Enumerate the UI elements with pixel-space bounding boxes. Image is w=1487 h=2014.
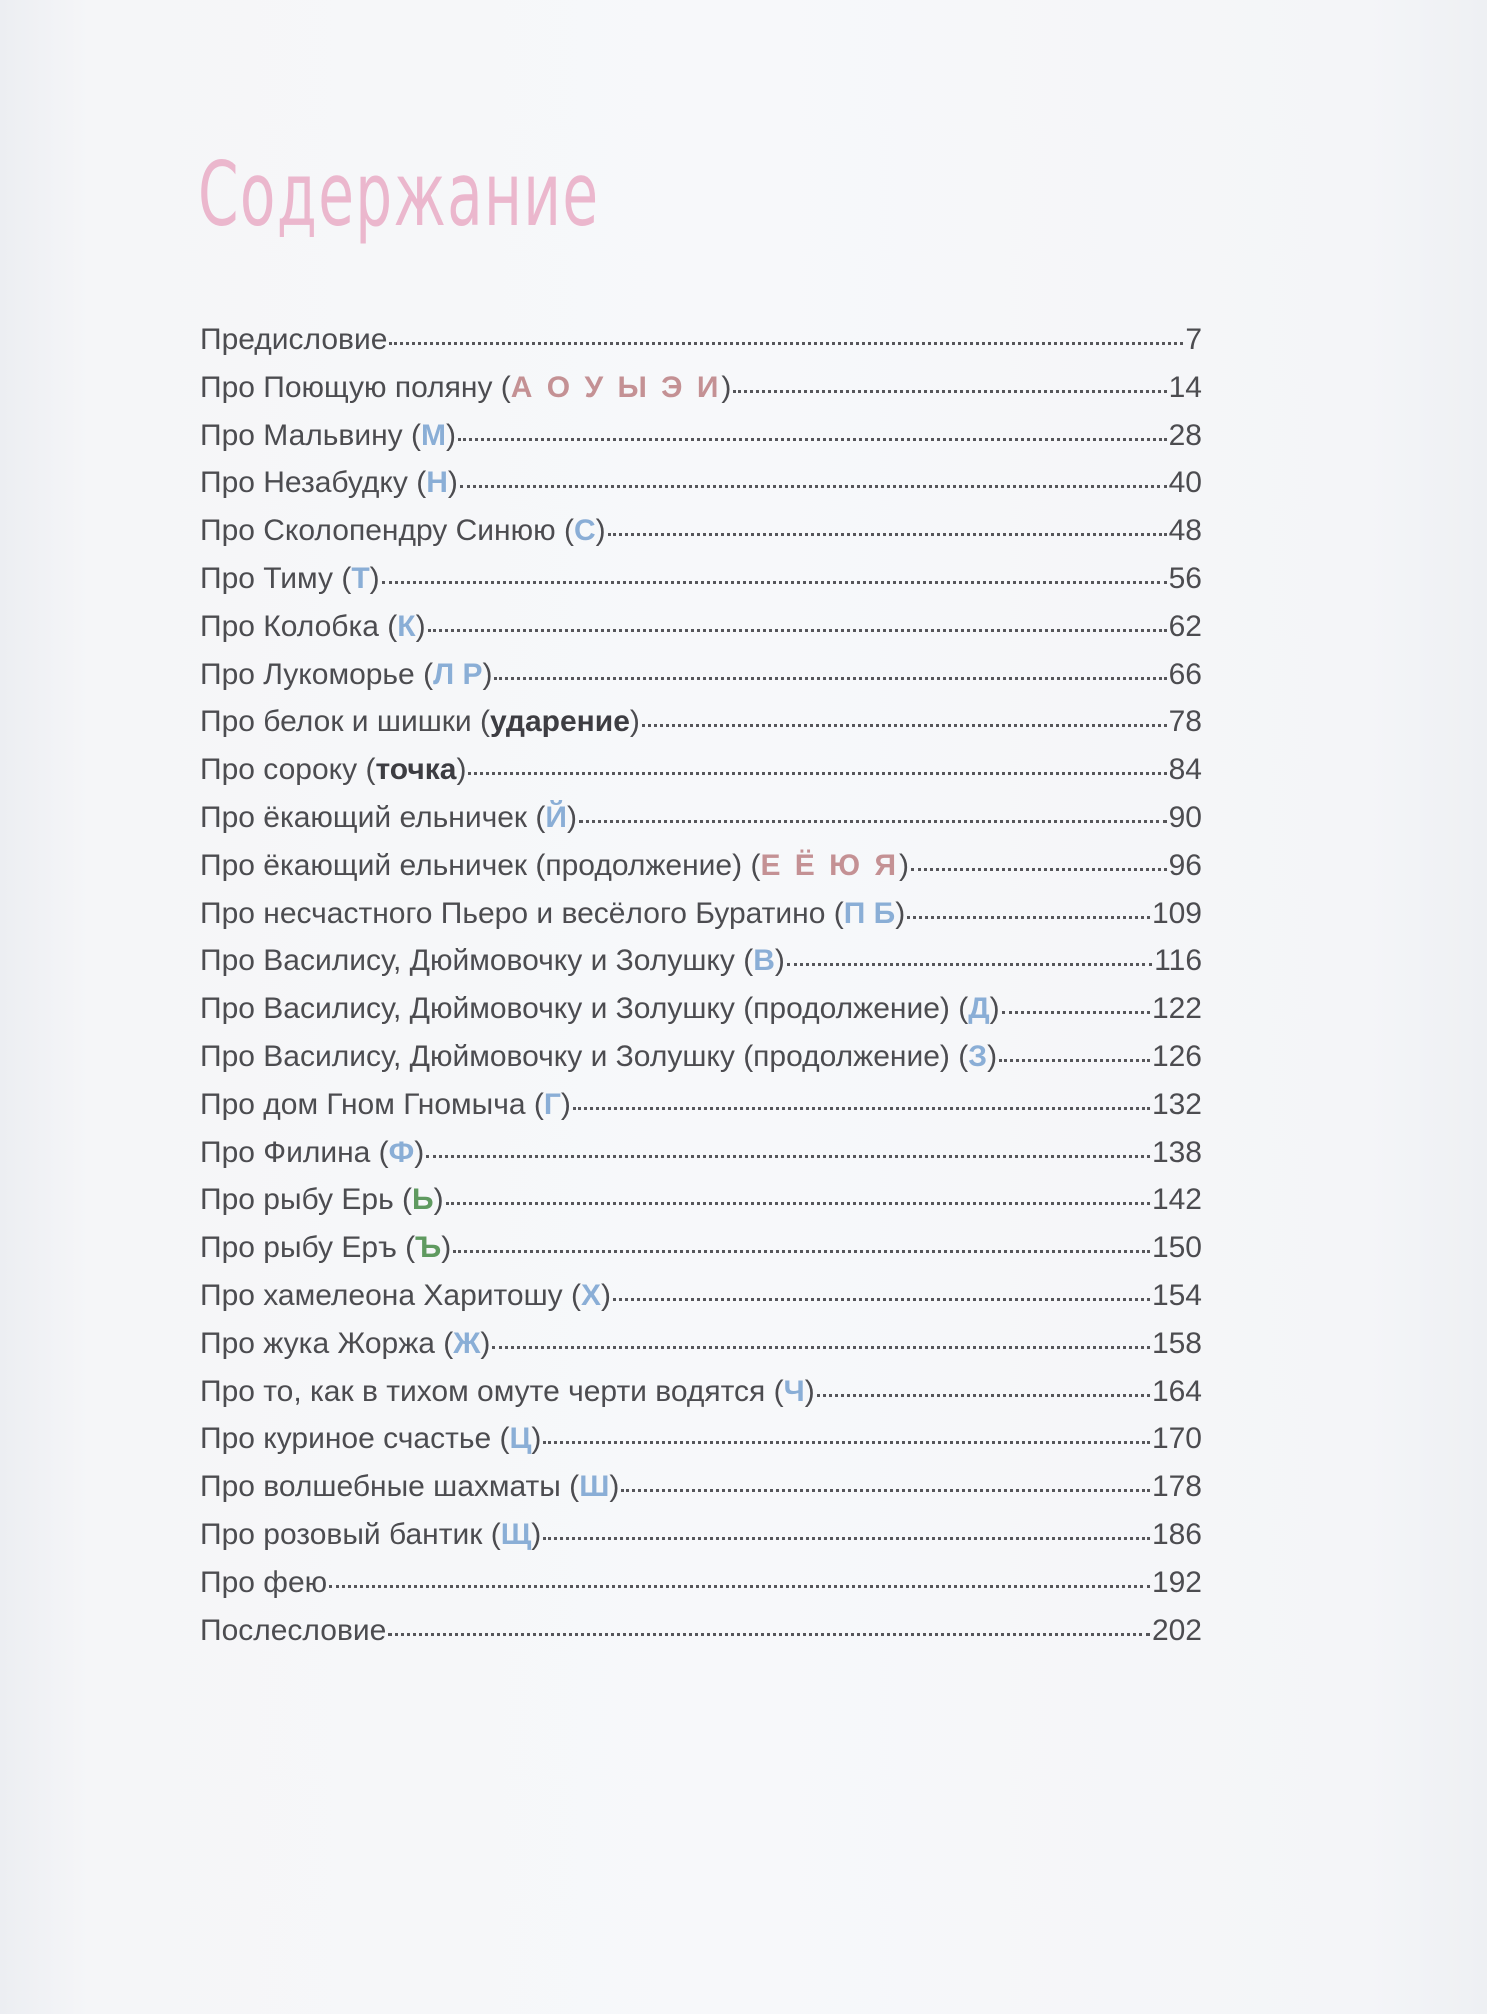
page-number: 158 (1151, 1326, 1202, 1360)
page-number: 150 (1151, 1231, 1202, 1265)
dot-leader (382, 581, 1167, 584)
page-number: 170 (1151, 1422, 1202, 1456)
stress-tag: ударение (489, 705, 630, 739)
toc-entry (200, 651, 1202, 699)
dot-leader (608, 533, 1167, 536)
toc-entry (200, 412, 1202, 460)
dot-leader (446, 1202, 1150, 1205)
entry-title: Про фею (200, 1565, 328, 1599)
entry-title: Про то, как в тихом омуте черти водятся (Ч) (200, 1374, 815, 1408)
toc-entry (200, 985, 1202, 1033)
letter-tag: Ш (579, 1470, 610, 1504)
entry-title: Про Василису, Дюймовочку и Золушку (продолжение) (З) (200, 1039, 998, 1073)
dot-leader (460, 485, 1167, 488)
letter-tag: З (968, 1039, 988, 1073)
toc-entry (200, 1033, 1202, 1081)
page-number: 84 (1168, 753, 1202, 787)
toc-entry (200, 1511, 1202, 1559)
toc-entry (200, 794, 1202, 842)
letter-tag: Д (968, 992, 990, 1026)
dot-leader (573, 1107, 1150, 1110)
page-number: 56 (1168, 561, 1202, 595)
entry-title: Про рыбу Ерь (Ь) (200, 1183, 444, 1217)
toc-entry (200, 1272, 1202, 1320)
entry-title: Про Сколопендру Синюю (С) (200, 514, 606, 548)
dot-leader (733, 390, 1166, 393)
entry-title: Про ёкающий ельничек (продолжение) (Е Ё Ю Я) (200, 848, 910, 882)
letter-tag: Й (545, 800, 567, 834)
letter-tag: Н (426, 466, 448, 500)
entry-title: Предисловие (200, 323, 388, 356)
letter-tag: М (421, 418, 447, 452)
page-number: 132 (1151, 1087, 1202, 1121)
toc-entry (200, 1320, 1202, 1368)
dot-leader (426, 1155, 1150, 1158)
letter-tag: Ж (453, 1326, 481, 1360)
letter-tag: А О У Ы Э И (510, 370, 722, 404)
page-number: 186 (1151, 1517, 1202, 1551)
entry-title: Про жука Жоржа (Ж) (200, 1326, 491, 1360)
letter-tag: Т (351, 561, 370, 595)
page-number: 48 (1168, 514, 1202, 548)
letter-tag: Л Р (433, 657, 483, 691)
page-number: 66 (1168, 657, 1202, 691)
toc-entry (200, 698, 1202, 746)
page-number: 138 (1151, 1135, 1202, 1169)
page-number: 116 (1154, 944, 1202, 978)
letter-tag: С (573, 514, 596, 548)
toc-entry (200, 316, 1202, 364)
entry-title: Про Василису, Дюймовочку и Золушку (продолжение) (Д) (200, 992, 1000, 1026)
entry-title: Про несчастного Пьеро и весёлого Буратино (П Б) (200, 896, 906, 930)
dot-leader (458, 438, 1167, 441)
entry-title: Про Василису, Дюймовочку и Золушку (В) (200, 944, 785, 978)
dot-leader (388, 1633, 1150, 1636)
toc-entry (200, 1224, 1202, 1272)
dot-leader (428, 629, 1167, 632)
dot-leader (492, 1346, 1150, 1349)
toc-entry (200, 746, 1202, 794)
toc-entry (200, 364, 1202, 412)
toc-entry (200, 1368, 1202, 1416)
entry-title: Про Поющую поляну (А О У Ы Э И) (200, 370, 732, 404)
page-number: 109 (1151, 896, 1202, 930)
letter-tag: Ц (509, 1422, 532, 1456)
toc-entry (200, 1129, 1202, 1177)
toc-entry (200, 507, 1202, 555)
letter-tag: Г (543, 1087, 561, 1121)
entry-title: Про рыбу Еръ (Ъ) (200, 1231, 452, 1265)
dot-leader (453, 1250, 1150, 1253)
page-number: 62 (1168, 609, 1202, 643)
entry-title: Про Колобка (К) (200, 609, 426, 643)
page-number: 192 (1151, 1565, 1202, 1599)
letter-tag: В (753, 944, 775, 978)
toc-entry (200, 603, 1202, 651)
toc-entry (200, 1463, 1202, 1511)
dot-leader (468, 772, 1166, 775)
entry-title: Про розовый бантик (Щ) (200, 1517, 542, 1551)
entry-title: Про дом Гном Гномыча (Г) (200, 1087, 571, 1121)
toc-entry (200, 842, 1202, 890)
toc-entry (200, 1559, 1202, 1607)
dot-leader (543, 1441, 1150, 1444)
letter-tag: Щ (500, 1517, 532, 1551)
dot-leader (911, 868, 1167, 871)
dot-leader (329, 1585, 1150, 1588)
toc-entry (200, 1607, 1202, 1655)
letter-tag: П Б (843, 896, 896, 930)
dot-leader (543, 1537, 1150, 1540)
dot-leader (907, 916, 1150, 919)
page-number: 126 (1151, 1039, 1202, 1073)
toc-entry (200, 555, 1202, 603)
period-tag: точка (375, 753, 457, 787)
toc-entry (200, 937, 1202, 985)
page-number: 202 (1151, 1613, 1202, 1647)
letter-tag: Ч (783, 1374, 805, 1408)
page-number: 90 (1168, 800, 1202, 834)
page-number: 40 (1168, 466, 1202, 500)
entry-title: Про Мальвину (М) (200, 418, 457, 452)
page-number: 96 (1168, 848, 1202, 882)
page-title: Содержание (198, 143, 600, 246)
entry-title: Про белок и шишки (ударение) (200, 705, 640, 739)
entry-title: Послесловие (200, 1613, 387, 1647)
toc-entry (200, 890, 1202, 938)
entry-title: Про сороку (точка) (200, 753, 467, 787)
page-number: 78 (1168, 705, 1202, 739)
toc-entry (200, 1176, 1202, 1224)
letter-tag: Ь (412, 1183, 434, 1217)
dot-leader (613, 1298, 1150, 1301)
page-number: 7 (1185, 323, 1202, 356)
entry-title: Про Филина (Ф) (200, 1135, 425, 1169)
page-number: 178 (1151, 1470, 1202, 1504)
dot-leader (787, 963, 1152, 966)
dot-leader (1002, 1011, 1150, 1014)
entry-title: Про Незабудку (Н) (200, 466, 458, 500)
dot-leader (999, 1059, 1150, 1062)
page-number: 164 (1151, 1374, 1202, 1408)
dot-leader (621, 1489, 1150, 1492)
page-number: 122 (1151, 992, 1202, 1026)
entry-title: Про куриное счастье (Ц) (200, 1422, 542, 1456)
page-number: 142 (1151, 1183, 1202, 1217)
entry-title: Про Лукоморье (Л Р) (200, 657, 493, 691)
letter-tag: Е Ё Ю Я (760, 848, 900, 882)
entry-title: Про волшебные шахматы (Ш) (200, 1470, 620, 1504)
letter-tag: Ф (388, 1135, 415, 1169)
letter-tag: Х (581, 1278, 602, 1312)
page-number: 28 (1168, 418, 1202, 452)
toc-entry (200, 1415, 1202, 1463)
letter-tag: Ъ (415, 1231, 442, 1265)
toc-entry (200, 1081, 1202, 1129)
table-of-contents (200, 316, 1202, 1654)
entry-title: Про Тиму (Т) (200, 561, 380, 595)
page-number: 14 (1168, 370, 1202, 404)
page-number: 154 (1151, 1278, 1202, 1312)
dot-leader (642, 724, 1167, 727)
letter-tag: К (397, 609, 416, 643)
dot-leader (389, 342, 1183, 345)
toc-entry (200, 459, 1202, 507)
dot-leader (579, 820, 1167, 823)
dot-leader (817, 1394, 1150, 1397)
entry-title: Про ёкающий ельничек (Й) (200, 800, 577, 834)
dot-leader (494, 677, 1166, 680)
entry-title: Про хамелеона Харитошу (Х) (200, 1278, 612, 1312)
